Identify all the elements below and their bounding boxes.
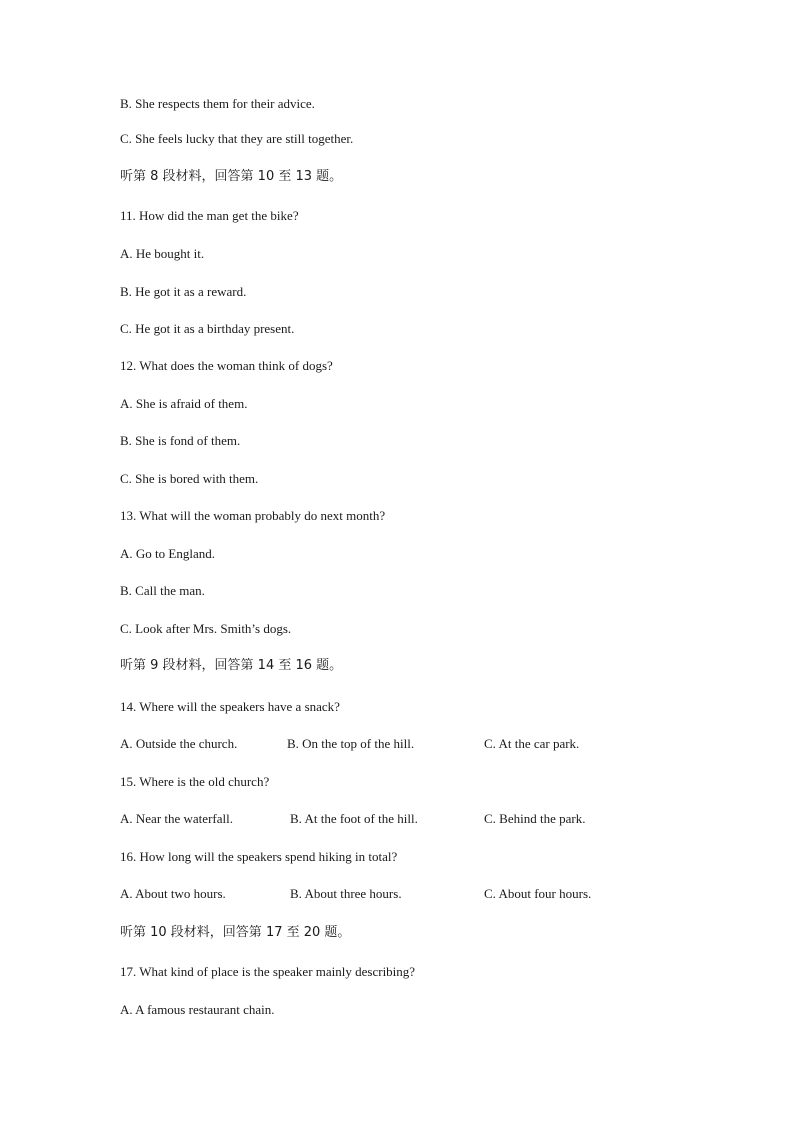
- option-a-q12: A. She is afraid of them.: [120, 396, 248, 411]
- question-16: 16. How long will the speakers spend hiking in total?: [120, 849, 398, 864]
- option-c-q16: C. About four hours.: [484, 886, 592, 901]
- option-b-q12: B. She is fond of them.: [120, 433, 241, 448]
- option-a-q15: A. Near the waterfall.: [120, 811, 233, 826]
- option-c-q11: C. He got it as a birthday present.: [120, 321, 295, 336]
- question-14: 14. Where will the speakers have a snack?: [120, 699, 340, 714]
- option-b-q16: B. About three hours.: [290, 886, 402, 901]
- option-a-q17: A. A famous restaurant chain.: [120, 1002, 275, 1017]
- option-c-q14: C. At the car park.: [484, 736, 580, 751]
- option-b-q10: B. She respects them for their advice.: [120, 96, 315, 111]
- option-c-q13: C. Look after Mrs. Smith’s dogs.: [120, 621, 292, 636]
- question-17: 17. What kind of place is the speaker mainly describing?: [120, 964, 416, 979]
- option-c-q10: C. She feels lucky that they are still together.: [120, 131, 354, 146]
- option-a-q13: A. Go to England.: [120, 546, 215, 561]
- question-15: 15. Where is the old church?: [120, 774, 270, 789]
- section-heading-9: 听第 9 段材料，回答第 14 至 16 题。: [120, 658, 343, 673]
- option-c-q15: C. Behind the park.: [484, 811, 586, 826]
- question-12: 12. What does the woman think of dogs?: [120, 358, 333, 373]
- section-heading-8: 听第 8 段材料，回答第 10 至 13 题。: [120, 169, 343, 184]
- question-13: 13. What will the woman probably do next month?: [120, 508, 386, 523]
- option-b-q13: B. Call the man.: [120, 583, 205, 598]
- option-b-q11: B. He got it as a reward.: [120, 284, 247, 299]
- option-c-q12: C. She is bored with them.: [120, 471, 259, 486]
- option-b-q15: B. At the foot of the hill.: [290, 811, 418, 826]
- option-b-q14: B. On the top of the hill.: [287, 736, 415, 751]
- option-a-q11: A. He bought it.: [120, 246, 205, 261]
- question-11: 11. How did the man get the bike?: [120, 208, 299, 223]
- option-a-q14: A. Outside the church.: [120, 736, 238, 751]
- option-a-q16: A. About two hours.: [120, 886, 226, 901]
- section-heading-10: 听第 10 段材料，回答第 17 至 20 题。: [120, 925, 351, 940]
